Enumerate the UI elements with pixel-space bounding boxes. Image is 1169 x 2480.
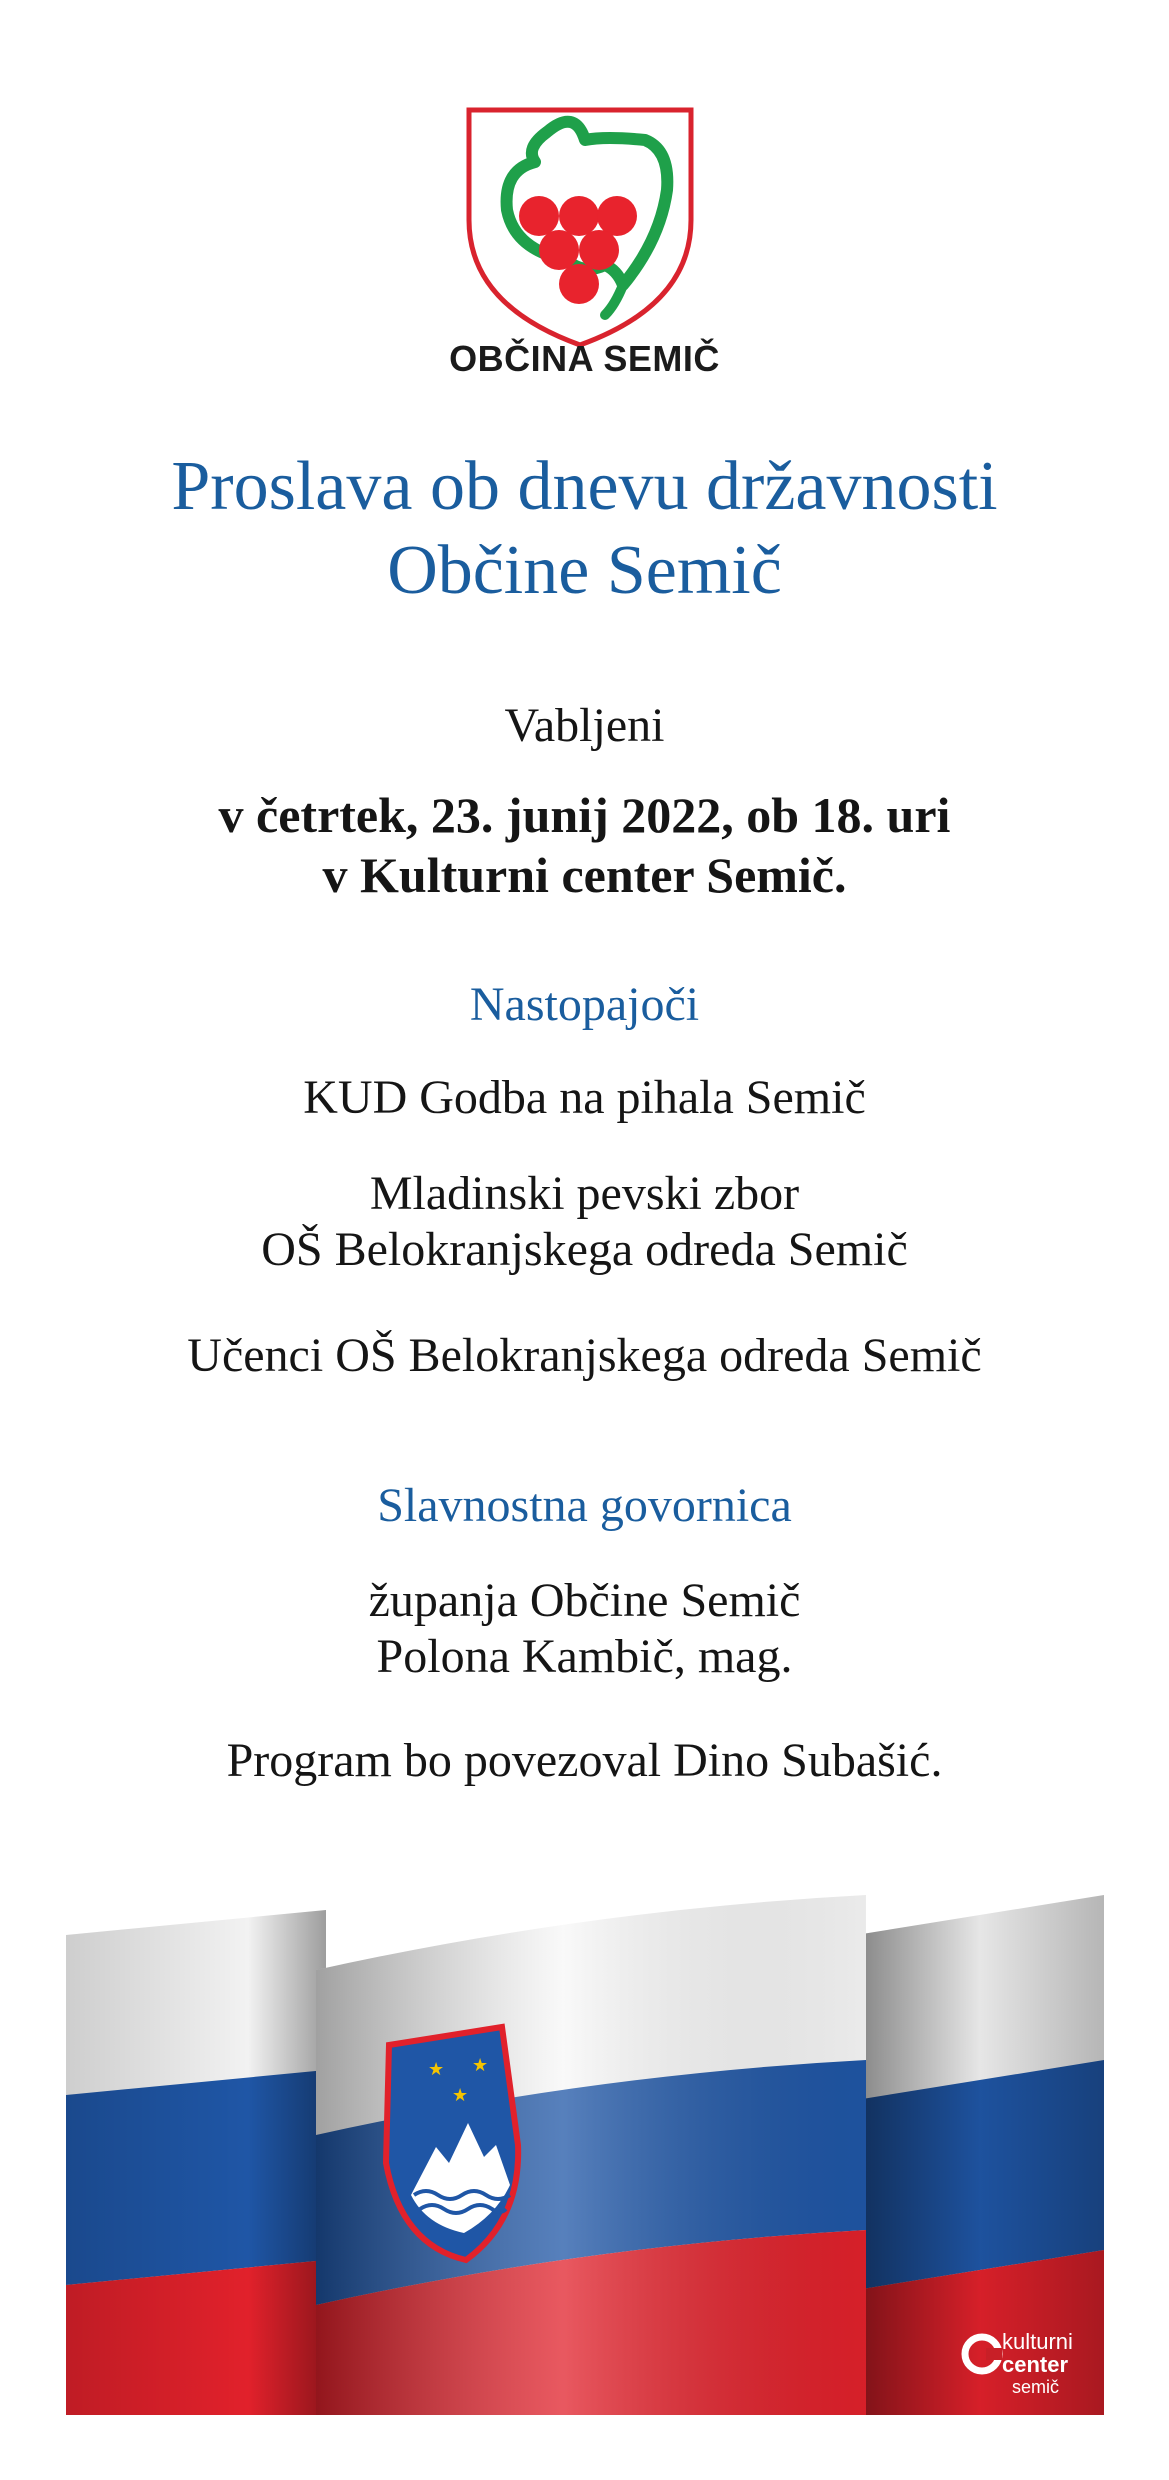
kc-logo-word-1: kulturni bbox=[1002, 2329, 1073, 2354]
page-title bbox=[0, 445, 1169, 613]
performer-item: KUD Godba na pihala Semič bbox=[303, 1071, 866, 1124]
event-date: v četrtek, 23. junij 2022, ob 18. uri bbox=[218, 787, 951, 843]
grape-leaf-crest-icon bbox=[455, 100, 705, 350]
svg-text:★: ★ bbox=[472, 2055, 489, 2076]
speaker-details bbox=[0, 1573, 1169, 1685]
svg-text:★: ★ bbox=[428, 2059, 445, 2080]
host-line: Program bo povezoval Dino Subašić. bbox=[226, 1734, 943, 1787]
performer-line: Mladinski pevski zbor bbox=[369, 1167, 800, 1220]
event-details bbox=[0, 785, 1169, 905]
municipality-name: OBČINA SEMIČ bbox=[449, 338, 720, 379]
invitation-lead: Vabljeni bbox=[504, 699, 665, 752]
performer-item bbox=[0, 1166, 1169, 1278]
title-line-2: Občine Semič bbox=[387, 532, 782, 609]
performer-line: OŠ Belokranjskega odreda Semič bbox=[261, 1223, 908, 1276]
kc-logo-word-3: semič bbox=[1012, 2377, 1060, 2397]
title-line-1: Proslava ob dnevu državnosti bbox=[171, 448, 998, 525]
speaker-name: Polona Kambič, mag. bbox=[376, 1630, 793, 1683]
svg-text:★: ★ bbox=[452, 2085, 469, 2106]
kc-logo-word-2: center bbox=[1002, 2352, 1069, 2377]
speaker-heading: Slavnostna govornica bbox=[377, 1479, 792, 1532]
slovenian-flag-icon bbox=[66, 1895, 1104, 2415]
event-venue: v Kulturni center Semič. bbox=[322, 847, 847, 903]
performer-item: Učenci OŠ Belokranjskega odreda Semič bbox=[187, 1329, 982, 1382]
speaker-role: županja Občine Semič bbox=[368, 1574, 801, 1627]
performers-heading: Nastopajoči bbox=[469, 978, 700, 1031]
